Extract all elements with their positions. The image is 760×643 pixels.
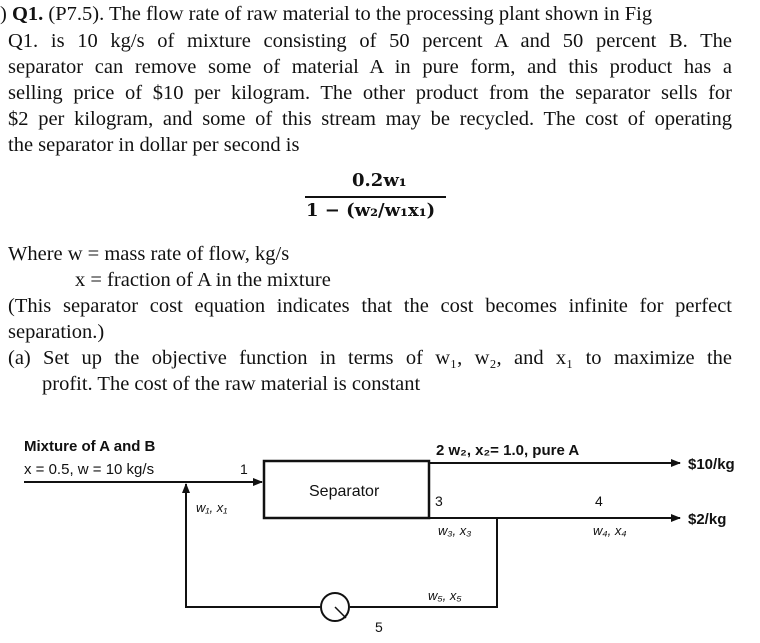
- stream-3-vars: w₃, x₃: [438, 523, 472, 538]
- feed-spec: x = 0.5, w = 10 kg/s: [24, 461, 155, 478]
- intro-line-5: $2 per kilogram, and some of this stream may be recycled. The cost of operating: [8, 108, 732, 130]
- intro-line-6: the separator in dollar per second is: [8, 134, 300, 156]
- price-b: $2/kg: [688, 511, 727, 528]
- equation-numerator: 0.2w₁: [352, 170, 407, 191]
- stream-3-number: 3: [435, 493, 443, 509]
- stream-1-vars: w₁, x₁: [196, 500, 228, 515]
- part-a-line-2: profit. The cost of the raw material is constant: [42, 373, 421, 395]
- stream-2-label: 2 w₂, x₂= 1.0, pure A: [436, 442, 580, 459]
- definition-x: x = fraction of A in the mixture: [75, 269, 331, 291]
- stream-4-number: 4: [595, 493, 603, 509]
- stream-5-vars: w₅, x₅: [428, 588, 462, 603]
- intro-line-4: selling price of $10 per kilogram. The other product from the separator sells for: [8, 82, 732, 104]
- feed-label: Mixture of A and B: [24, 438, 156, 455]
- intro-line-1: (P7.5). The flow rate of raw material to the processing plant shown in Fig: [43, 3, 653, 25]
- left-bracket: ): [0, 3, 7, 25]
- stream-4-vars: w₄, x₄: [593, 523, 627, 538]
- price-a: $10/kg: [688, 456, 735, 473]
- intro-line-2: Q1. is 10 kg/s of mixture consisting of 50 percent A and 50 percent B. The: [8, 30, 732, 52]
- recycle-branch-line: [350, 518, 497, 607]
- definition-w: Where w = mass rate of flow, kg/s: [8, 243, 290, 265]
- stream-1-number: 1: [240, 461, 248, 477]
- note-line-1: (This separator cost equation indicates that the cost becomes infinite for perfect: [8, 295, 732, 317]
- question-number: Q1.: [11, 3, 44, 25]
- note-line-2: separation.): [8, 321, 105, 343]
- stream-5-number: 5: [375, 619, 383, 635]
- part-a-line-1: (a) Set up the objective function in terms of w₁, w₂, and x₁ to maximize the: [8, 347, 732, 369]
- intro-line-3: separator can remove some of material A in pure form, and this product has a: [8, 56, 732, 78]
- equation-denominator: 1 − (w₂/w₁x₁): [306, 200, 436, 221]
- separator-label: Separator: [309, 483, 380, 500]
